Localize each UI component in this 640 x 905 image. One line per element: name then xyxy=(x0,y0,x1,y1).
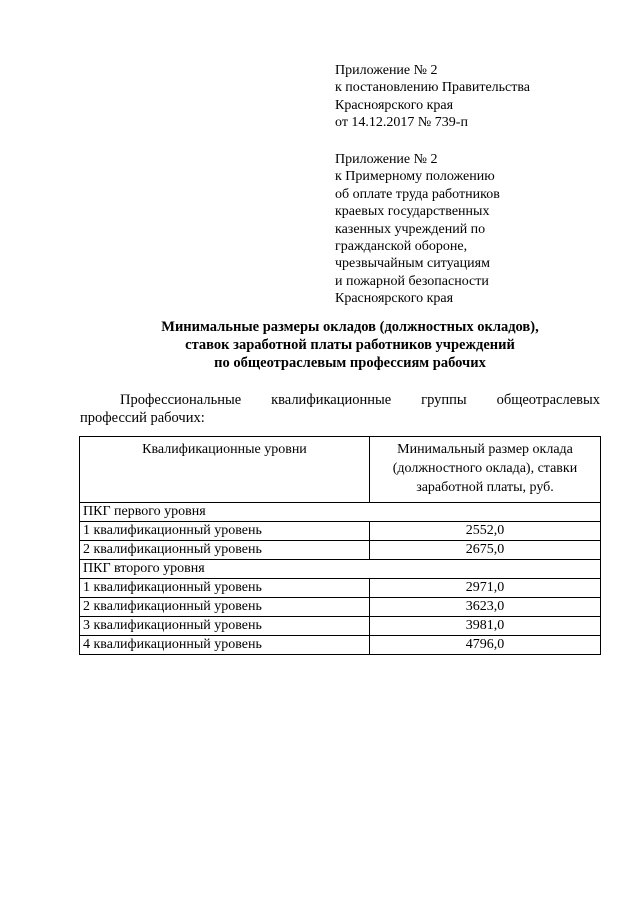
document-title xyxy=(40,318,640,372)
intro-word: Профессиональные xyxy=(120,392,242,408)
title-line: по общеотраслевым профессиям рабочих xyxy=(214,355,486,371)
intro-word: общеотраслевых xyxy=(496,392,600,408)
intro-word: группы xyxy=(421,392,467,408)
appendix-line: и пожарной безопасности xyxy=(335,273,489,289)
table-row xyxy=(80,598,601,617)
salary-table xyxy=(79,436,601,655)
level-cell: 1 квалификационный уровень xyxy=(80,522,370,541)
appendix-government-block xyxy=(335,62,530,132)
table-row xyxy=(80,541,601,560)
appendix-line: об оплате труда работников xyxy=(335,186,500,202)
group-name: ПКГ второго уровня xyxy=(80,560,601,579)
salary-cell: 2675,0 xyxy=(370,541,601,560)
level-cell: 4 квалификационный уровень xyxy=(80,636,370,655)
table-row xyxy=(80,617,601,636)
appendix-line: Приложение № 2 xyxy=(335,63,438,78)
salary-cell: 4796,0 xyxy=(370,636,601,655)
intro-line: профессий рабочих: xyxy=(80,409,205,426)
level-cell: 2 квалификационный уровень xyxy=(80,598,370,617)
appendix-line: Красноярского края xyxy=(335,291,454,307)
appendix-line: к Примерному положению xyxy=(335,169,495,185)
salary-cell: 3623,0 xyxy=(370,598,601,617)
header-salary: Минимальный размер оклада (должностного оклада), ставки заработной платы, руб. xyxy=(370,437,601,503)
intro-paragraph xyxy=(80,392,600,427)
header-level: Квалификационные уровни xyxy=(80,437,370,503)
level-cell: 3 квалификационный уровень xyxy=(80,617,370,636)
appendix-line: краевых государственных xyxy=(335,204,490,220)
level-cell: 1 квалификационный уровень xyxy=(80,579,370,598)
appendix-line: чрезвычайным ситуациям xyxy=(335,256,490,272)
group-row xyxy=(80,503,601,522)
appendix-line: от 14.12.2017 № 739-п xyxy=(335,115,468,131)
group-row xyxy=(80,560,601,579)
appendix-line: гражданской обороне, xyxy=(335,239,468,255)
salary-cell: 2971,0 xyxy=(370,579,601,598)
appendix-line: Красноярского края xyxy=(335,97,454,113)
table-row xyxy=(80,579,601,598)
table-row xyxy=(80,636,601,655)
level-cell: 2 квалификационный уровень xyxy=(80,541,370,560)
appendix-line: казенных учреждений по xyxy=(335,221,486,237)
appendix-regulation-block xyxy=(335,151,500,308)
table-header-row xyxy=(80,437,601,503)
group-name: ПКГ первого уровня xyxy=(80,503,601,522)
appendix-line: Приложение № 2 xyxy=(335,152,438,167)
title-line: Минимальные размеры окладов (должностных окладов), xyxy=(161,319,539,335)
appendix-line: к постановлению Правительства xyxy=(335,80,531,96)
salary-cell: 3981,0 xyxy=(370,617,601,636)
intro-word: квалификационные xyxy=(271,392,392,408)
salary-cell: 2552,0 xyxy=(370,522,601,541)
table-row xyxy=(80,522,601,541)
title-line: ставок заработной платы работников учреждений xyxy=(185,337,515,353)
